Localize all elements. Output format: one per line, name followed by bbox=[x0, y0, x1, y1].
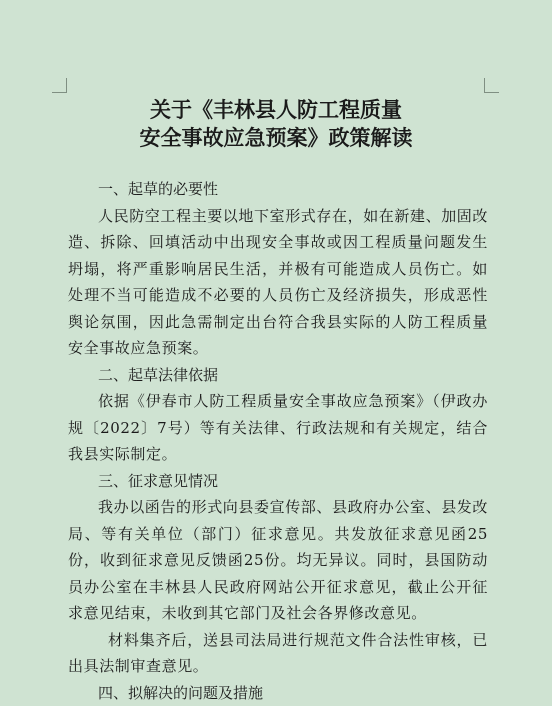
section-heading-necessity: 一、起草的必要性 bbox=[68, 176, 488, 203]
title-line-1: 关于《丰林县人防工程质量 bbox=[0, 96, 552, 124]
section-heading-issues-measures: 四、拟解决的问题及措施 bbox=[68, 680, 488, 706]
section-heading-legal-basis: 二、起草法律依据 bbox=[68, 362, 488, 389]
paragraph-legal-review: 材料集齐后，送县司法局进行规范文件合法性审核，已出具法制审查意见。 bbox=[68, 627, 488, 680]
paragraph-consultation: 我办以函告的形式向县委宣传部、县政府办公室、县发改局、等有关单位（部门）征求意见。共发放征求意见函25份，收到征求意见反馈函25份。均无异议。同时，县国防动员办公室在丰林县人民政府网站公开征求意见，截止公开征求意见结束，未收到其它部门及社会各界修改意见。 bbox=[68, 494, 488, 627]
section-heading-consultation: 三、征求意见情况 bbox=[68, 468, 488, 495]
document-title bbox=[0, 96, 552, 152]
title-line-2: 安全事故应急预案》政策解读 bbox=[0, 124, 552, 152]
crop-mark-top-left bbox=[52, 78, 67, 93]
paragraph-necessity: 人民防空工程主要以地下室形式存在，如在新建、加固改造、拆除、回填活动中出现安全事故或因工程质量问题发生坍塌，将严重影响居民生活，并极有可能造成人员伤亡。如处理不当可能造成不必要的人员伤亡及经济损失，形成恶性舆论氛围，因此急需制定出台符合我县实际的人防工程质量安全事故应急预案。 bbox=[68, 203, 488, 362]
paragraph-legal-basis: 依据《伊春市人防工程质量安全事故应急预案》（伊政办规〔2022〕7号）等有关法律、行政法规和有关规定，结合我县实际制定。 bbox=[68, 388, 488, 468]
crop-mark-top-right bbox=[484, 78, 499, 93]
document-body bbox=[68, 176, 488, 706]
